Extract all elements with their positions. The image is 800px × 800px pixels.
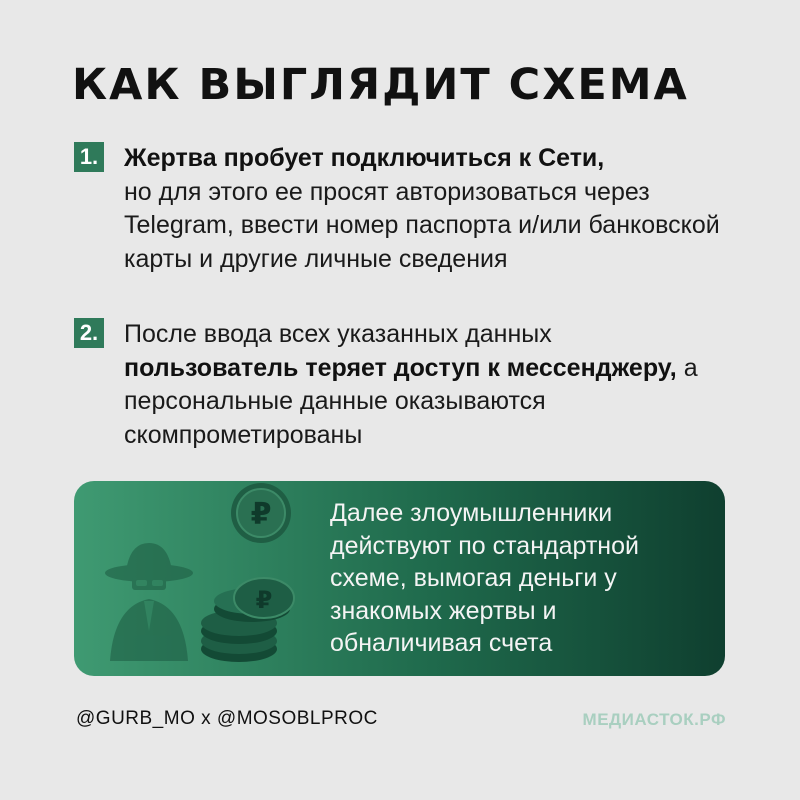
footer-handles: @GURB_MO x @MOSOBLPROC xyxy=(76,708,378,729)
step-body-text: После ввода всех указанных данных xyxy=(124,320,552,348)
page-title: КАК ВЫГЛЯДИТ СХЕМА xyxy=(72,60,689,110)
ruble-coin-icon xyxy=(231,483,291,543)
step-number-badge: 2. xyxy=(74,318,104,348)
step-text xyxy=(124,318,734,452)
step-bold-text: пользователь теряет доступ к мессенджеру, xyxy=(124,353,677,382)
footer-brand: МЕДИАСТОК.РФ xyxy=(582,710,726,729)
step-body-text: а персональные данные оказываются скомпрометированы xyxy=(124,353,698,449)
step-1 xyxy=(74,142,734,276)
banner-illustration xyxy=(74,481,334,676)
step-number-badge: 1. xyxy=(74,142,104,172)
ruble-symbol: ₽ xyxy=(250,497,272,532)
step-2 xyxy=(74,318,734,452)
info-banner xyxy=(74,481,725,676)
step-body-text: но для этого ее просят авторизоваться через Telegram, ввести номер паспорта и/или банковской карты и другие личные сведения xyxy=(124,177,720,273)
step-text xyxy=(124,142,734,276)
banner-text: Далее злоумышленники действуют по стандартной схеме, вымогая деньги у знакомых жертвы и обналичивая счета xyxy=(330,499,639,657)
ruble-symbol: ₽ xyxy=(255,586,273,614)
step-bold-text: Жертва пробует подключиться к Сети, xyxy=(124,144,605,172)
coin-stack-icon xyxy=(201,578,294,662)
spy-icon xyxy=(105,543,193,661)
